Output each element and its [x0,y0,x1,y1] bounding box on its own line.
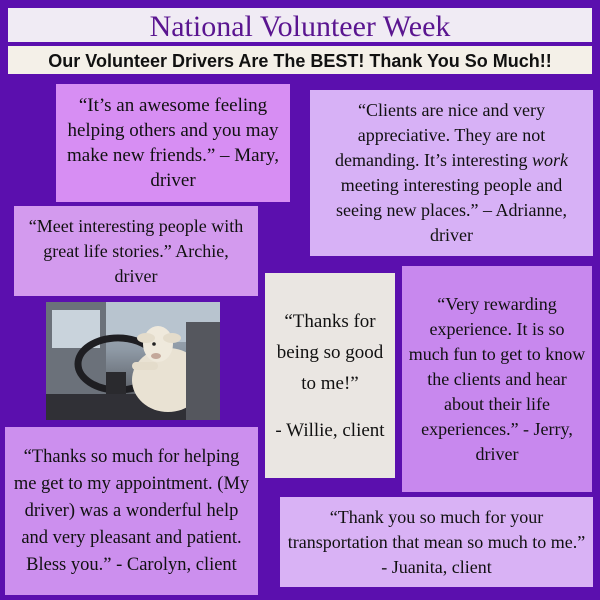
quote-box-adrianne [310,90,593,256]
quote-text-carolyn: “Thanks so much for helping me get to my appointment. (My driver) was a wonderful help and very pleasant and patient. Bless you.” - Carolyn, client [13,446,250,575]
quote-box-jerry [402,266,592,492]
sheep-driving-illustration [46,302,220,420]
quote-text-juanita: “Thank you so much for your transportation that mean so much to me.” - Juanita, client [287,506,586,577]
quote-adrianne-part1: “Clients are nice and very appreciative. They are not demanding. It’s interesting [335,100,546,170]
quote-text-archie: “Meet interesting people with great life stories.” Archie, driver [28,215,244,286]
sheep-driving-photo [46,302,220,420]
quote-box-mary [56,84,290,202]
quote-box-carolyn [5,427,258,595]
quote-willie-content [271,306,389,446]
quote-text-willie: “Thanks for being so good to me!” [276,310,384,394]
quote-box-juanita [280,497,593,587]
quote-attribution-willie: - Willie, client [275,419,385,441]
quote-text-adrianne [316,98,587,248]
quote-adrianne-emphasis: work [531,150,568,170]
quote-text-jerry: “Very rewarding experience. It is so much fun to get to know the clients and hear about their life experiences.” - Jerry, driver [408,293,586,464]
quote-adrianne-part2: meeting interesting people and seeing new places.” – Adrianne, driver [336,175,567,245]
page-title: National Volunteer Week [8,8,592,42]
quote-box-willie [265,273,395,478]
quote-text-mary: “It’s an awesome feeling helping others and you may make new friends.” – Mary, driver [67,95,279,191]
quote-box-archie [14,206,258,296]
page-subtitle: Our Volunteer Drivers Are The BEST! Thank You So Much!! [8,46,592,74]
